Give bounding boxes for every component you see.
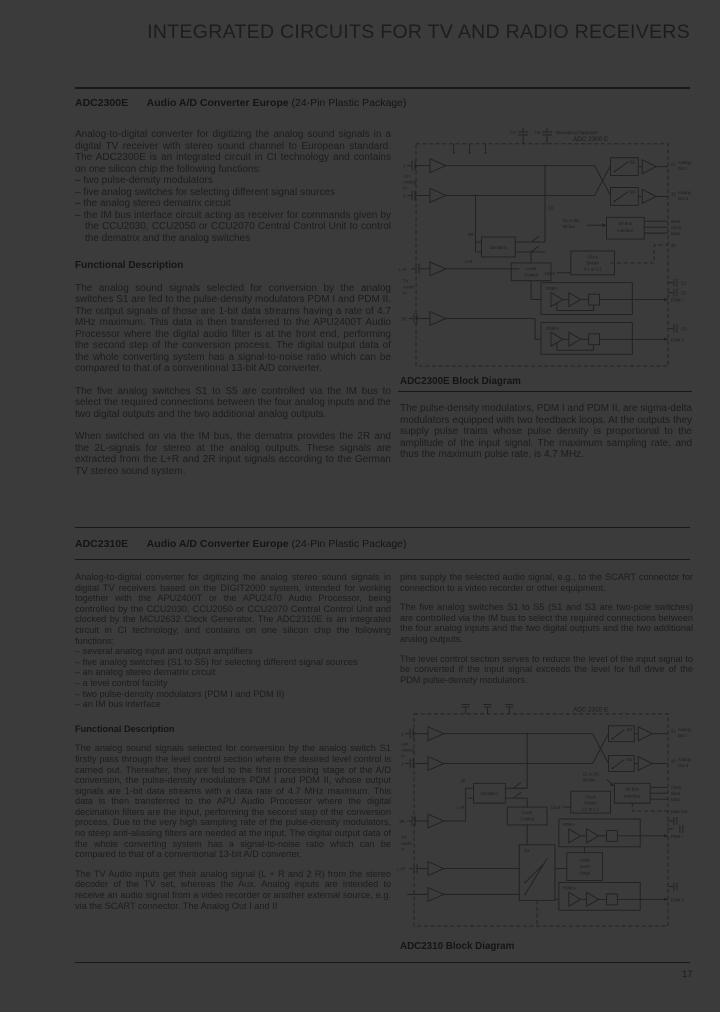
- clock-divider-block: [545, 251, 615, 276]
- section2-heading: [75, 538, 690, 550]
- adc2300e-block-diagram: [396, 126, 694, 374]
- svg-text:S3: S3: [547, 205, 554, 211]
- svg-text:IM Bus: IM Bus: [625, 786, 639, 792]
- amp-icon: [430, 188, 446, 202]
- svg-text:Decoupling Capacitors: Decoupling Capacitors: [555, 129, 598, 135]
- svg-text:S1 to S5,: S1 to S5,: [582, 771, 600, 777]
- svg-text:4:1 or 2:1: 4:1 or 2:1: [583, 266, 602, 272]
- svg-text:In: In: [403, 290, 407, 296]
- svg-text:Analog: Analog: [677, 727, 691, 733]
- section1-heading: [75, 97, 690, 109]
- quantizer-icon: [606, 830, 617, 841]
- svg-text:2R: 2R: [468, 232, 474, 238]
- footer-rule: [75, 962, 690, 963]
- svg-text:PDM II: PDM II: [670, 897, 684, 903]
- svg-text:S2: S2: [626, 727, 632, 733]
- svg-text:Analog: Analog: [401, 747, 415, 753]
- section1-right-column: [400, 403, 692, 472]
- diagram1-caption: ADC2300E Block Diagram: [400, 376, 521, 387]
- svg-text:20: 20: [670, 243, 676, 249]
- header-rule: [75, 87, 690, 89]
- bullet-item: – a level control facility: [75, 677, 168, 688]
- svg-text:PDM II: PDM II: [670, 337, 684, 343]
- svg-text:Audio: Audio: [401, 840, 412, 846]
- section1-left-column: [75, 129, 391, 488]
- quantizer-icon: [589, 334, 600, 345]
- svg-text:Level: Level: [526, 265, 537, 271]
- amp-icon: [569, 829, 581, 843]
- page-title: INTEGRATED CIRCUITS FOR TV AND RADIO RECEIVERS: [147, 21, 690, 43]
- svg-text:Level: Level: [522, 810, 533, 816]
- svg-text:Clock: Clock: [670, 225, 682, 231]
- output-switches: [593, 726, 692, 772]
- pdm2-block: [559, 882, 684, 910]
- svg-text:S5: S5: [629, 189, 635, 195]
- svg-text:L+R: L+R: [464, 258, 473, 264]
- svg-text:Analog: Analog: [403, 179, 417, 185]
- svg-text:PDM I: PDM I: [670, 297, 683, 303]
- svg-text:Clock: Clock: [544, 270, 555, 276]
- svg-text:C2: C2: [680, 290, 687, 296]
- svg-text:IM bus: IM bus: [562, 224, 576, 230]
- amp-icon: [428, 757, 444, 771]
- svg-text:2R: 2R: [401, 316, 407, 322]
- paragraph: pins supply the selected audio signal, e.g., to the SCART connector for connection to a video recorder or other equipment.: [400, 572, 693, 593]
- svg-text:Clock: Clock: [670, 785, 682, 791]
- section2-functional-heading: Functional Description: [75, 723, 175, 734]
- svg-text:2R: 2R: [460, 778, 466, 784]
- svg-text:TV: TV: [401, 834, 407, 840]
- bullet-item: – five analog switches for selecting different signal sources: [75, 186, 335, 198]
- tv-inputs: [399, 262, 541, 339]
- svg-text:Data: Data: [670, 231, 680, 237]
- amp-icon: [428, 814, 444, 828]
- svg-text:21: 21: [670, 161, 676, 167]
- amp-icon: [430, 159, 446, 173]
- caption-rule: [398, 391, 692, 392]
- paragraph: The analog sound signals selected for conversion by the analog switches S1 are fed to the pulse-density modulators PDM I and PDM II. The output signals of those are 1-bit data streams having a rate of 4.7 MHz maximum. This data is then transferred to the APU2400T Audio Processor where the digital audio filter is at the front end, performing the second step of the conversion process. The digital output data of the whole converting system has a signal-to-noise ratio which can be compared to that of a conventional 13-bit A/D converter.: [75, 282, 391, 374]
- amp-icon: [430, 262, 446, 276]
- svg-text:21: 21: [670, 728, 676, 734]
- svg-text:Out I: Out I: [677, 166, 687, 172]
- bullet-item: – an IM bus interface: [75, 699, 161, 710]
- dematrix-block: [457, 733, 528, 810]
- paragraph: The level control section serves to reduce the level of the input signal to be converted if the input signal exceeds the level for full drive of the PDM pulse-density modulators.: [400, 653, 693, 685]
- svg-text:Out II: Out II: [677, 195, 689, 201]
- integrator-icon: [569, 332, 581, 346]
- amp-icon: [428, 862, 444, 876]
- svg-text:Stage: Stage: [579, 870, 591, 876]
- level-control-block: [507, 798, 547, 845]
- section2-title: Audio A/D Converter Europe: [146, 538, 289, 550]
- amp-icon: [642, 189, 656, 203]
- paragraph: When switched on via the IM bus, the dematrix provides the 2R and the 2L-signals for stereo at the analog outputs. These signals are extracted from the L+R and 2R input signals according to the German TV stereo sound system.: [75, 431, 391, 477]
- paragraph: The five analog switches S1 to S5 are controlled via the IM bus to select the required connections between the four analog inputs and the two digital outputs and the two additional analog outputs.: [75, 385, 391, 420]
- svg-text:PDM II: PDM II: [545, 325, 559, 331]
- section2-package: (24-Pin Plastic Package): [291, 538, 407, 550]
- diagram2-caption: ADC2310 Block Diagram: [400, 941, 515, 952]
- svg-text:Level: Level: [579, 864, 590, 870]
- section2-left-column: [75, 572, 391, 920]
- svg-text:1: 1: [401, 731, 404, 737]
- section2-model: ADC2310E: [75, 538, 129, 550]
- svg-text:Divider: Divider: [584, 800, 598, 806]
- svg-text:Aux.: Aux.: [401, 741, 410, 747]
- bullet-item: – several analog input and output amplifiers: [75, 646, 253, 657]
- svg-text:Interface: Interface: [624, 793, 641, 799]
- integrator-icon: [569, 293, 581, 307]
- amp-icon: [428, 887, 444, 901]
- dematrix-block: [465, 165, 554, 264]
- svg-text:S5: S5: [626, 756, 632, 762]
- quantizer-icon: [589, 294, 600, 305]
- svg-text:PDM I: PDM I: [562, 821, 575, 827]
- section1-title: Audio A/D Converter Europe: [146, 97, 289, 109]
- pdm1-block: [559, 817, 683, 847]
- bullet-item: – two pulse-density modulators: [75, 175, 213, 186]
- bullet-item: – two pulse-density modulators (PDM I and PDM II): [75, 688, 285, 699]
- quantizer-icon: [606, 894, 617, 905]
- svg-text:In: In: [401, 753, 405, 759]
- amp-icon: [642, 160, 656, 174]
- svg-text:IM Bus: IM Bus: [618, 221, 632, 227]
- svg-text:Audio: Audio: [579, 857, 590, 863]
- section1-intro: Analog-to-digital converter for digitizing the analog sound signals in a digital TV receiver with stereo sound channel to European standard. The ADC2300E is an integrated circuit in CI technology and contains on one silicon chip the following functions:: [75, 129, 391, 175]
- amp-icon: [569, 892, 581, 906]
- svg-text:Dematrix: Dematrix: [481, 791, 498, 797]
- svg-text:Out I: Out I: [677, 733, 687, 739]
- svg-text:L+R: L+R: [456, 805, 465, 811]
- svg-text:20: 20: [670, 758, 676, 764]
- chip-outline: [416, 144, 668, 366]
- svg-text:L+R: L+R: [399, 266, 407, 272]
- svg-text:TV: TV: [403, 278, 409, 284]
- amp-icon: [430, 312, 446, 326]
- svg-text:2: 2: [401, 761, 404, 767]
- svg-text:Analog: Analog: [677, 756, 691, 762]
- integrator-icon: [587, 892, 599, 906]
- section1-model: ADC2300E: [75, 97, 129, 109]
- section2-heading-rule: [75, 559, 690, 560]
- svg-text:Analog: Analog: [677, 189, 691, 195]
- im-bus-interface-block: [562, 217, 682, 266]
- svg-text:S1 to S5,: S1 to S5,: [562, 218, 580, 224]
- svg-text:PDM I: PDM I: [545, 286, 558, 292]
- svg-text:Control: Control: [520, 816, 534, 822]
- svg-text:19: 19: [670, 191, 676, 197]
- svg-text:2: 2: [403, 193, 406, 199]
- section1-bullet-list: [75, 175, 391, 244]
- adc2310-block-diagram: [396, 700, 694, 938]
- section2-intro: Analog-to-digital converter for digitizing the analog stereo sound signals in digital TV receivers based on the DIGIT2000 system, intended for working together with the APU2400T or the APU2470 Audio Processor, being controlled by the CCU2030, CCU2050 or CCU2070 Central Control Unit and clocked by the MCU2632 Clock Generator. The ADC2310E is an integrated circuit in CI technology, and contains on one silicon chip the following functions:: [75, 572, 391, 646]
- paragraph: The analog sound signals selected for conversion by the analog switch S1 firstly pass through the level control section where the desired level control is carried out. Thereafter, they are fed to the first processing stage of the A/D conversion, the pulse-density modulators PDM I and PDM II, whose output signals are 1-bit data streams with a data rate of 4.7 MHz maximum. This data is then transferred to the APU Audio Processor where the digital decimation filters are the input, performing the second step of the conversion process. Due to the very high sampling rate of the pulse-density modulators, no steep anti-aliasing filters are needed at the input. The digital output data of the whole converting system has a signal-to-noise ratio which can be compared to that of a conventional 13-bit A/D converter.: [75, 743, 391, 860]
- audio-level-stage-block: [567, 847, 603, 881]
- bullet-item: – the IM bus interface circuit acting as receiver for commands given by the CCU2030, CCU2050 or CCU2070 Central Control Unit to control the dematrix and the analog switches: [75, 209, 391, 244]
- svg-text:S2: S2: [629, 159, 635, 165]
- svg-text:C4: C4: [509, 129, 516, 135]
- section1-functional-heading: Functional Description: [75, 260, 184, 271]
- aux-inputs: [403, 159, 594, 203]
- svg-text:L+R: L+R: [397, 866, 405, 872]
- diagram-title: ADC 2300 E: [573, 135, 609, 143]
- svg-text:C3: C3: [680, 326, 687, 332]
- paragraph: The pulse-density modulators, PDM I and PDM II, are sigma-delta modulators equipped with two feedback loops. At the outputs they supply pulse trains whose pulse density is proportional to the amplitude of the input signal. The maximum sampling rate, and thus the maximum pulse rate, is 4.7 MHz.: [400, 403, 692, 460]
- aux-inputs: [401, 727, 592, 771]
- svg-text:In: In: [403, 185, 407, 191]
- svg-text:PDM II: PDM II: [562, 885, 576, 891]
- pdm2-block: [541, 322, 687, 354]
- section-divider-rule: [75, 527, 690, 528]
- svg-text:2R: 2R: [399, 818, 405, 824]
- amp-icon: [428, 727, 444, 741]
- svg-text:2:1 or 1:1: 2:1 or 1:1: [581, 806, 600, 812]
- svg-text:Out II: Out II: [677, 762, 689, 768]
- svg-text:Clock: Clock: [587, 254, 598, 260]
- section2-right-column: [400, 572, 693, 694]
- svg-text:Analog: Analog: [677, 160, 691, 166]
- s1-switch-block: [519, 845, 567, 926]
- svg-text:Interface: Interface: [617, 228, 634, 234]
- svg-text:Dematrix: Dematrix: [490, 245, 507, 251]
- svg-text:Aux.: Aux.: [403, 173, 412, 179]
- svg-text:Control: Control: [524, 272, 538, 278]
- svg-text:C1: C1: [680, 280, 687, 286]
- bias-pins: [453, 144, 487, 154]
- svg-text:Clock: Clock: [585, 794, 596, 800]
- amp-icon: [638, 727, 652, 741]
- svg-text:In: In: [401, 846, 405, 852]
- svg-text:1: 1: [403, 163, 406, 169]
- svg-text:PDM I: PDM I: [670, 833, 683, 839]
- svg-text:Data Out: Data Out: [670, 809, 688, 815]
- bullet-item: – an analog stereo dematrix circuit: [75, 667, 216, 678]
- diagram-title: ADC 2310 E: [573, 706, 609, 714]
- svg-text:Clock: Clock: [550, 805, 561, 811]
- svg-text:Ident: Ident: [670, 219, 681, 225]
- pdm1-block: [541, 279, 687, 315]
- section1-package: (24-Pin Plastic Package): [291, 97, 407, 109]
- svg-text:Audio: Audio: [403, 284, 414, 290]
- bias-pins: [462, 704, 514, 713]
- clock-divider-block: [550, 791, 610, 813]
- page-number: 17: [682, 969, 693, 980]
- svg-text:S1: S1: [524, 848, 530, 854]
- output-switches: [595, 158, 692, 206]
- bullet-item: – five analog switches (S1 to S5) for selecting different signal sources: [75, 656, 358, 667]
- amp-icon: [638, 757, 652, 771]
- paragraph: The TV Audio inputs get their analog signal (L + R and 2 R) from the stereo decoder of the TV set, whereas the Aux. Analog inputs are intended to receive an audio signal from a video recorder or another external source, e.g. via the SCART connector. The Analog Out I and II: [75, 868, 391, 911]
- section2-bullet-list: [75, 646, 391, 710]
- svg-text:C5: C5: [534, 129, 541, 135]
- svg-text:Data: Data: [670, 797, 680, 803]
- svg-text:Divider: Divider: [586, 260, 600, 266]
- bullet-item: – the analog stereo dematrix circuit: [75, 198, 231, 209]
- svg-text:Ident: Ident: [670, 791, 681, 797]
- integrator-icon: [587, 829, 599, 843]
- svg-text:IM bus: IM bus: [582, 777, 596, 783]
- paragraph: The five analog switches S1 to S5 (S1 and S3 are two-pole switches) are controlled via the IM bus to select the required connections between the four analog inputs and the two digital outputs and the two additional analog outputs.: [400, 602, 693, 644]
